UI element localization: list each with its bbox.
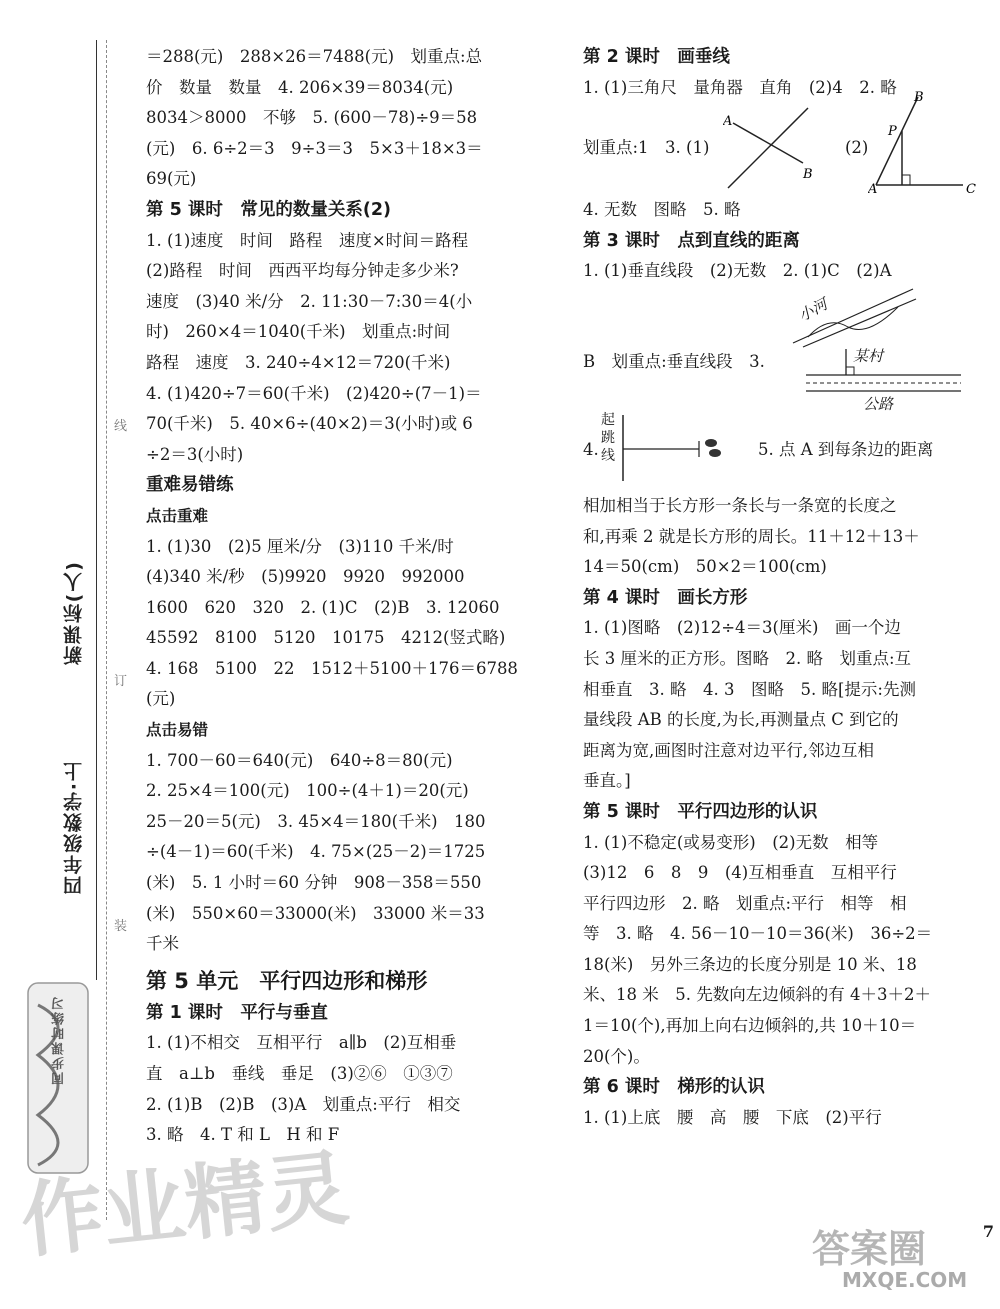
- left-line: ÷2＝3(小时): [146, 444, 244, 464]
- left-line: 8034＞8000 不够 5. (600－78)÷9＝58: [146, 108, 478, 128]
- left-line: 1600 620 320 2. (1)C (2)B 3. 12060: [146, 597, 500, 617]
- lesson5-line-4: 等 3. 略 4. 56－10－10＝36(米) 36÷2＝: [583, 924, 933, 944]
- left-line: 45592 8100 5120 10175 4212(竖式略): [146, 628, 506, 648]
- lesson3-title: 第 3 课时 点到直线的距离: [583, 230, 800, 251]
- left-answer-column: [146, 42, 546, 1151]
- lesson2-title: 第 2 课时 画垂线: [583, 47, 730, 67]
- perpendicular-figures: [583, 90, 983, 196]
- lesson4-title: 第 4 课时 画长方形: [583, 587, 748, 608]
- svg-text:B: B: [803, 167, 813, 183]
- lesson5-line-6: 米、18 米 5. 先数向左边倾斜的有 4＋3＋2＋: [583, 985, 931, 1005]
- left-line: 3. 略 4. T 和 L H 和 F: [146, 1125, 340, 1145]
- left-line: 直 a⊥b 垂线 垂足 (3)②⑥ ①③⑦: [146, 1064, 453, 1083]
- left-line: 4. 168 5100 22 1512＋5100＋176＝6788: [146, 658, 518, 678]
- watermark-site: MXQE.COM: [842, 1268, 968, 1292]
- lesson3-line3b: 5. 点 A 到每条边的距离: [758, 439, 934, 459]
- lesson2-fig-label: 划重点:1 3. (1): [583, 138, 710, 158]
- perpendicular-figure-2: [868, 89, 978, 195]
- svg-text:A: A: [723, 114, 733, 130]
- lesson3-extra-1: 相加相当于长方形一条长与一条宽的长度之: [583, 495, 897, 515]
- lesson6-line-1: 1. (1)上底 腰 高 腰 下底 (2)平行: [583, 1107, 882, 1127]
- left-line: 价 数量 数量 4. 206×39＝8034(元): [146, 77, 454, 97]
- village-label: 某村: [853, 346, 884, 365]
- lesson4-line-1: 1. (1)图略 (2)12÷4＝3(厘米) 画一个边: [583, 618, 901, 638]
- lesson5-line-8: 20(个)。: [583, 1046, 650, 1066]
- lesson5-line-2: (3)12 6 8 9 (4)互相垂直 互相平行: [583, 863, 897, 883]
- lesson3-line2: B 划重点:垂直线段 3.: [583, 351, 765, 371]
- left-line: 点击易错: [146, 721, 209, 740]
- left-line: 第 1 课时 平行与垂直: [146, 1002, 328, 1023]
- left-line: 1. (1)速度 时间 路程 速度×时间＝路程: [146, 230, 469, 250]
- lesson5-line-1: 1. (1)不稳定(或易变形) (2)无数 相等: [583, 832, 879, 852]
- lesson4-line-6: 垂直。]: [583, 771, 631, 791]
- lesson3-extra-2: 和,再乘 2 就是长方形的周长。11＋12＋13＋: [583, 526, 920, 546]
- left-line: 点击重难: [146, 506, 209, 525]
- left-line: 1. 700－60＝640(元) 640÷8＝80(元): [146, 750, 453, 770]
- left-line: 路程 速度 3. 240÷4×12＝720(千米): [146, 352, 451, 372]
- left-line: ÷(4－1)＝60(千米) 4. 75×(25－2)＝1725: [146, 842, 486, 862]
- left-line: (2)路程 时间 西西平均每分钟走多少米?: [146, 261, 459, 281]
- left-line: 第 5 单元 平行四边形和梯形: [146, 968, 428, 993]
- svg-text:B: B: [914, 90, 924, 106]
- grade-label: 四年级数学·上: [63, 760, 85, 896]
- svg-text:A: A: [868, 182, 878, 196]
- lesson2-line1: 1. (1)三角尺 量角器 直角 (2)4 2. 略: [583, 77, 897, 97]
- left-line: 1. (1)不相交 互相平行 a∥b (2)互相垂: [146, 1033, 457, 1053]
- road-figure: [583, 346, 983, 413]
- left-line: (元) 6. 6÷2＝3 9÷3＝3 5×3＋18×3＝: [146, 138, 483, 158]
- spine-rule: [96, 40, 97, 980]
- left-line: 重难易错练: [146, 475, 234, 496]
- cut-mark-2: 订: [114, 674, 128, 689]
- lesson4-line-5: 距离为宽,画图时注意对边平行,邻边互相: [583, 740, 874, 760]
- book-spine: [0, 0, 128, 1309]
- left-line: 2. (1)B (2)B (3)A 划重点:平行 相交: [146, 1094, 461, 1114]
- lesson2-fig2-label: (2): [845, 138, 869, 158]
- jump-label: 起跳线: [601, 411, 615, 464]
- left-line: 4. (1)420÷7＝60(千米) (2)420÷(7－1)＝: [146, 383, 482, 403]
- jump-figure: [583, 409, 983, 491]
- left-line: 2. 25×4＝100(元) 100÷(4＋1)＝20(元): [146, 781, 469, 801]
- left-line: 千米: [146, 934, 179, 954]
- left-line: (4)340 米/秒 (5)9920 9920 992000: [146, 567, 465, 587]
- series-label: 同步课时练习: [52, 995, 67, 1085]
- left-line: 70(千米) 5. 40×6÷(40×2)＝3(小时)或 6: [146, 414, 473, 434]
- svg-text:C: C: [966, 182, 976, 196]
- page-number: 7: [982, 1222, 994, 1241]
- lesson5-title: 第 5 课时 平行四边形的认识: [583, 801, 818, 822]
- lesson4-line-4: 量线段 AB 的长度,为长,再测量点 C 到它的: [583, 710, 899, 730]
- left-line: (米) 5. 1 小时＝60 分钟 908－358＝550: [146, 873, 482, 893]
- left-line: 69(元): [146, 169, 197, 189]
- river-figure: [583, 287, 983, 347]
- lesson3-line1: 1. (1)垂直线段 (2)无数 2. (1)C (2)A: [583, 261, 892, 281]
- left-line: 第 5 课时 常见的数量关系(2): [146, 199, 392, 220]
- book-title: 新课标(人): [63, 560, 85, 666]
- lesson5-line-7: 1＝10(个),再加上向右边倾斜的,共 10＋10＝: [583, 1016, 917, 1036]
- perpendicular-figure-1: [723, 103, 813, 193]
- left-line: 25－20＝5(元) 3. 45×4＝180(千米) 180: [146, 811, 486, 831]
- cut-mark-1: 线: [114, 419, 128, 434]
- left-line: 1. (1)30 (2)5 厘米/分 (3)110 千米/时: [146, 536, 454, 556]
- watermark-left: 作业精灵: [16, 1141, 353, 1270]
- lesson3-extra-3: 14＝50(cm) 50×2＝100(cm): [583, 557, 827, 577]
- lesson6-title: 第 6 课时 梯形的认识: [583, 1077, 765, 1098]
- cut-mark-3: 装: [114, 919, 128, 934]
- svg-text:P: P: [888, 124, 897, 140]
- lesson4-line-3: 相垂直 3. 略 4. 3 图略 5. 略[提示:先测: [583, 679, 916, 699]
- lesson3-line3a: 4.: [583, 439, 599, 459]
- left-line: (米) 550×60＝33000(米) 33000 米＝33: [146, 903, 485, 923]
- left-line: 速度 (3)40 米/分 2. 11:30－7:30＝4(小: [146, 291, 473, 311]
- left-line: ＝288(元) 288×26＝7488(元) 划重点:总: [146, 47, 483, 66]
- lesson5-line-3: 平行四边形 2. 略 划重点:平行 相等 相: [583, 893, 907, 913]
- left-line: (元): [146, 689, 176, 709]
- watermark-right: 答案圈: [812, 1227, 927, 1271]
- right-answer-column: [583, 42, 983, 1133]
- lesson2-line3: 4. 无数 图略 5. 略: [583, 200, 741, 220]
- left-line: 时) 260×4＝1040(千米) 划重点:时间: [146, 322, 451, 342]
- river-label: 小河: [795, 295, 831, 325]
- road-label: 公路: [863, 394, 894, 413]
- lesson4-line-2: 长 3 厘米的正方形。图略 2. 略 划重点:互: [583, 648, 912, 668]
- lesson5-line-5: 18(米) 另外三条边的长度分别是 10 米、18: [583, 954, 917, 974]
